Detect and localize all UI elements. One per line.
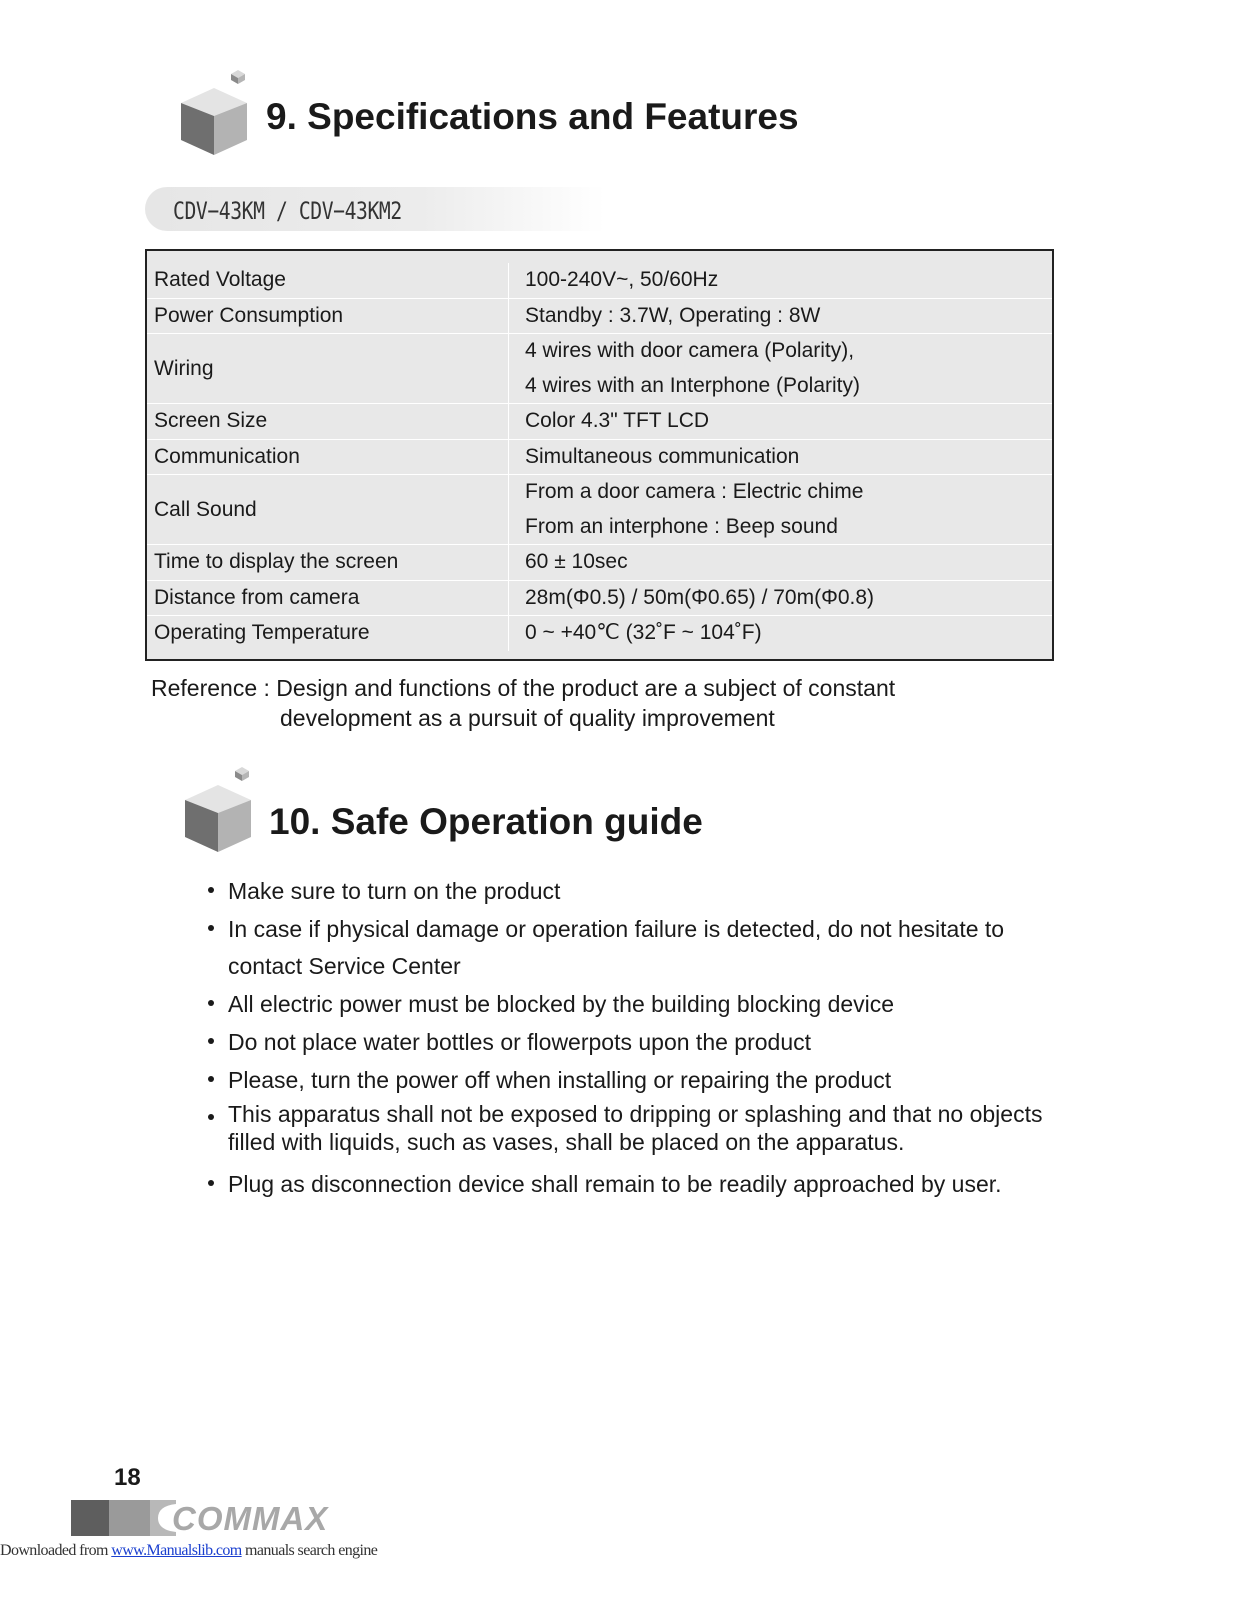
spec-row xyxy=(147,263,1052,299)
reference-note xyxy=(151,673,895,733)
page-number: 18 xyxy=(114,1464,141,1491)
spec-row xyxy=(147,440,1052,476)
download-credit xyxy=(0,1542,377,1560)
safety-bullet xyxy=(205,986,1105,1023)
spec-value xyxy=(509,440,1052,475)
spec-row xyxy=(147,581,1052,617)
brand-bar-mid xyxy=(109,1500,151,1536)
safety-bullet-line: In case if physical damage or operation failure is detected, do not hesitate to xyxy=(228,916,1005,942)
spec-value xyxy=(509,263,1052,298)
spec-value-line: Standby : 3.7W, Operating : 8W xyxy=(525,303,821,327)
spec-table xyxy=(145,249,1054,661)
safety-bullet-line: Plug as disconnection device shall remain to be readily approached by user. xyxy=(228,1171,1002,1197)
spec-row xyxy=(147,616,1052,651)
spec-label: Rated Voltage xyxy=(147,263,509,298)
safety-bullet xyxy=(205,911,1105,985)
spec-value-line: 0 ~ +40℃ (32˚F ~ 104˚F) xyxy=(525,621,762,644)
spec-value xyxy=(509,545,1052,580)
spec-row xyxy=(147,404,1052,440)
safety-bullet xyxy=(205,1100,1105,1156)
spec-value xyxy=(509,475,1052,544)
spec-label: Power Consumption xyxy=(147,299,509,334)
spec-value-line: 60 ± 10sec xyxy=(525,550,628,573)
spec-label: Call Sound xyxy=(147,475,509,544)
spec-value-line: From a door camera : Electric chime xyxy=(525,480,864,503)
reference-line-2: development as a pursuit of quality improvement xyxy=(280,705,775,731)
spec-value xyxy=(509,404,1052,439)
safety-bullet xyxy=(205,1062,1105,1099)
safety-bullet-line: Please, turn the power off when installing or repairing the product xyxy=(228,1067,892,1093)
brand-logo: COMMAX xyxy=(172,1500,329,1537)
manualslib-link[interactable]: www.Manualslib.com xyxy=(111,1542,242,1559)
safety-bullet xyxy=(205,1166,1105,1203)
spec-label: Communication xyxy=(147,440,509,475)
brand-bar-dark xyxy=(71,1500,109,1536)
spec-value-line: 28m(Φ0.5) / 50m(Φ0.65) / 70m(Φ0.8) xyxy=(525,585,875,609)
spec-value-line: 4 wires with door camera (Polarity), xyxy=(525,339,855,362)
credit-prefix: Downloaded from xyxy=(0,1542,112,1559)
safety-bullet-line: Do not place water bottles or flowerpots upon the product xyxy=(228,1029,812,1055)
spec-row xyxy=(147,334,1052,404)
spec-label: Screen Size xyxy=(147,404,509,439)
safety-bullet-line: All electric power must be blocked by the building blocking device xyxy=(228,991,895,1017)
model-label-banner xyxy=(145,187,605,231)
spec-row xyxy=(147,475,1052,545)
spec-value-line: Simultaneous communication xyxy=(525,444,800,468)
spec-value-line: 4 wires with an Interphone (Polarity) xyxy=(525,373,860,397)
spec-label: Time to display the screen xyxy=(147,545,509,580)
safety-bullet-line: This apparatus shall not be exposed to dripping or splashing and that no objects xyxy=(228,1101,1043,1127)
reference-line-1: Reference : Design and functions of the product are a subject of constant xyxy=(151,675,896,701)
spec-row xyxy=(147,545,1052,581)
spec-value xyxy=(509,581,1052,616)
spec-value xyxy=(509,616,1052,651)
safety-bullet-line: Make sure to turn on the product xyxy=(228,878,561,904)
safety-bullet xyxy=(205,873,1105,910)
credit-suffix: manuals search engine xyxy=(241,1542,378,1559)
spec-value-line: Color 4.3" TFT LCD xyxy=(525,409,710,432)
safety-bullet-line: filled with liquids, such as vases, shall be placed on the apparatus. xyxy=(228,1129,905,1155)
safety-bullet-line: contact Service Center xyxy=(228,953,461,979)
spec-value-line: 100-240V~, 50/60Hz xyxy=(525,268,719,291)
safety-bullet xyxy=(205,1024,1105,1061)
spec-value xyxy=(509,299,1052,334)
section-9-title: 9. Specifications and Features xyxy=(266,96,799,137)
section-10-title: 10. Safe Operation guide xyxy=(269,801,703,842)
spec-value xyxy=(509,334,1052,403)
section-cube-icon xyxy=(178,66,252,156)
spec-row xyxy=(147,299,1052,335)
spec-label: Distance from camera xyxy=(147,581,509,616)
model-label: CDV−43KM / CDV−43KM2 xyxy=(173,197,402,225)
safety-bullet-list xyxy=(205,873,1105,1204)
section-cube-icon xyxy=(182,763,256,853)
spec-value-line: From an interphone : Beep sound xyxy=(525,514,838,538)
spec-label: Operating Temperature xyxy=(147,616,509,651)
spec-label: Wiring xyxy=(147,334,509,403)
